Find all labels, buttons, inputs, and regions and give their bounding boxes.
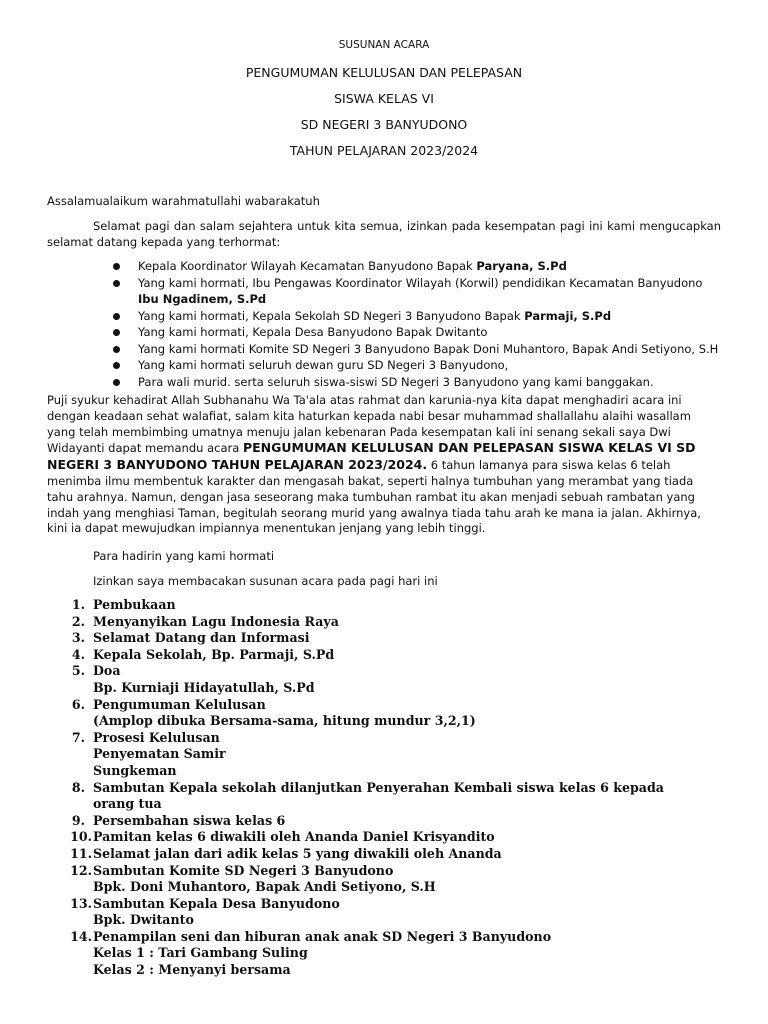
honorific-item: Yang kami hormati seluruh dewan guru SD Negeri 3 Banyudono,	[113, 357, 725, 374]
main-paragraph: Puji syukur kehadirat Allah Subhanahu Wa Ta'ala atas rahmat dan karunia-nya kita dapat menghadiri acara ini dengan keadaan sehat walafiat, salam kita haturkan kepada nabi besar muhammad shallallahu alaihi wasallam yang telah membimbing umatnya menuju jalan kebenaran Pada kesempatan kali ini senang sekali saya Dwi Widayanti dapat memandu acara PENGUMUMAN KELULUSAN DAN PELEPASAN SISWA KELAS VI SD NEGERI 3 BANYUDONO TAHUN PELAJARAN 2023/2024. 6 tahun lamanya para siswa kelas 6 telah menimba ilmu membentuk karakter dan mengasah bakat, seperti halnya tumbuhan yang merambat yang tiada tahu arahnya. Namun, dengan jasa seseorang maka tumbuhan rambat itu akan menjadi sebuah rambatan yang indah yang menghiasi Taman, begitulah seorang murid yang awalnya tiada tahu arah ke mana ia jalan. Akhirnya, kini ia dapat mewujudkan impiannya menentukan jenjang yang lebih tinggi.	[47, 393, 701, 536]
intro-line: Izinkan saya membacakan susunan acara pada pagi hari ini	[93, 574, 438, 588]
title-line-4: TAHUN PELAJARAN 2023/2024	[289, 143, 479, 158]
agenda-item: 3. Selamat Datang dan Informasi	[71, 630, 310, 646]
opening-paragraph	[47, 218, 721, 250]
agenda-item: 6. Pengumuman Kelulusan (Amplop dibuka Bersama-sama, hitung mundur 3,2,1)	[71, 696, 476, 729]
agenda-item: 4. Kepala Sekolah, Bp. Parmaji, S.Pd	[71, 646, 335, 662]
agenda-item: 9. Persembahan siswa kelas 6	[71, 812, 286, 828]
agenda-item: 12. Sambutan Komite SD Negeri 3 Banyudono Bpk. Doni Muhantoro, Bapak Andi Setiyono, S.H	[70, 862, 436, 895]
title-line-1: PENGUMUMAN KELULUSAN DAN PELEPASAN	[245, 65, 523, 80]
address-line: Para hadirin yang kami hormati	[93, 549, 275, 563]
document-heading: SUSUNAN ACARA	[338, 39, 430, 51]
title-line-2: SISWA KELAS VI	[334, 91, 434, 106]
title-line-3: SD NEGERI 3 BANYUDONO	[300, 117, 468, 132]
agenda-item: 5. Doa Bp. Kurniaji Hidayatullah, S.Pd	[71, 663, 315, 695]
honorific-item: Yang kami hormati, Kepala Sekolah SD Negeri 3 Banyudono Bapak Parmaji, S.Pd	[113, 308, 725, 325]
agenda-item: 11. Selamat jalan dari adik kelas 5 yang diwakili oleh Ananda	[70, 845, 502, 861]
agenda-item: 2. Menyanyikan Lagu Indonesia Raya	[71, 613, 339, 629]
opening-text: Selamat pagi dan salam sejahtera untuk kita semua, izinkan pada kesempatan pagi ini kami mengucapkan selamat datang kepada yang terhormat:	[47, 219, 721, 249]
honorific-item: Yang kami hormati Komite SD Negeri 3 Banyudono Bapak Doni Muhantoro, Bapak Andi Setiyono, S.H	[113, 341, 725, 358]
honorific-item: Para wali murid. serta seluruh siswa-siswi SD Negeri 3 Banyudono yang kami banggakan.	[113, 374, 725, 391]
honorific-item: Yang kami hormati, Kepala Desa Banyudono Bapak Dwitanto	[113, 324, 725, 341]
agenda-list	[47, 597, 737, 979]
greeting: Assalamualaikum warahmatullahi wabarakatuh	[47, 194, 320, 208]
agenda-item: 10. Pamitan kelas 6 diwakili oleh Ananda Daniel Krisyandito	[70, 829, 495, 845]
event-name: PENGUMUMAN KELULUSAN DAN PELEPASAN SISWA KELAS VI SD NEGERI 3 BANYUDONO TAHUN PELAJARAN 2023/2024.	[47, 440, 696, 473]
honorifics-list	[113, 258, 725, 390]
agenda-item: 14. Penampilan seni dan hiburan anak anak SD Negeri 3 Banyudono Kelas 1 : Tari Gambang Suling Kelas 2 : Menyanyi bersama	[70, 928, 552, 978]
agenda-item: 1. Pembukaan	[71, 597, 176, 612]
agenda-item: 8. Sambutan Kepala sekolah dilanjutkan Penyerahan Kembali siswa kelas 6 kepada orang tua	[71, 779, 664, 812]
honorific-item: Kepala Koordinator Wilayah Kecamatan Banyudono Bapak Paryana, S.Pd	[113, 258, 725, 275]
honorific-item: Yang kami hormati, Ibu Pengawas Koordinator Wilayah (Korwil) pendidikan Kecamatan Banyudono Ibu Ngadinem, S.Pd	[113, 275, 725, 308]
agenda-item: 13. Sambutan Kepala Desa Banyudono Bpk. Dwitanto	[70, 895, 340, 928]
agenda-item: 7. Prosesi Kelulusan Penyematan Samir Sungkeman	[71, 729, 226, 778]
